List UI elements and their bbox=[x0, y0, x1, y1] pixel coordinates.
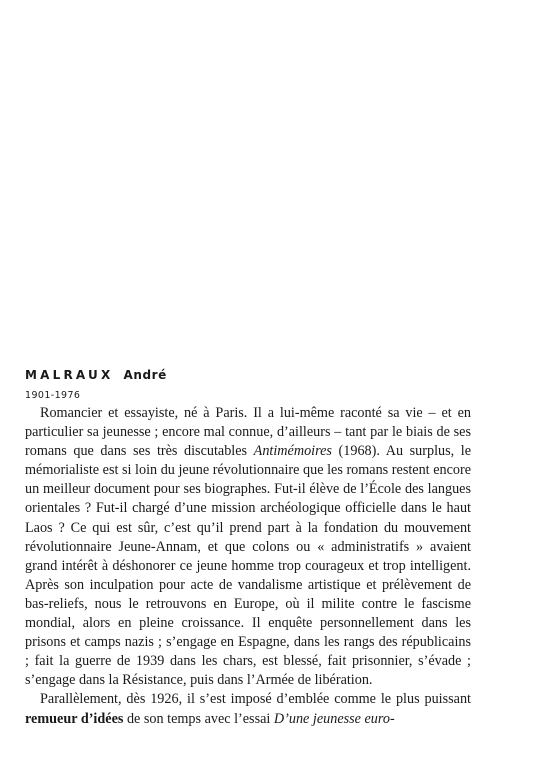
paragraph-2 bbox=[25, 690, 471, 728]
entry-firstname: André bbox=[123, 368, 167, 382]
paragraph-2-segment-3: de son temps avec l’essai bbox=[123, 710, 274, 727]
entry-body bbox=[25, 404, 471, 729]
paragraph-1-segment-1: Romancier et essayiste, né à Paris. Il a lui-même raconté sa vie – et en particulier sa jeunesse ; encore mal connue, d’ailleurs – tant par le biais de ses romans que dans ses très discutables bbox=[25, 405, 471, 460]
entry-surname: MALRAUX bbox=[25, 368, 114, 382]
paragraph-2-segment-1: Parallèlement, dès 1926, il s’est imposé d’emblée comme le plus puissant bbox=[40, 691, 471, 708]
jeunesse-europeenne-title: D’une jeunesse euro- bbox=[273, 710, 395, 727]
entry-heading bbox=[25, 366, 471, 384]
antimemoires-title: Antimémoires bbox=[253, 443, 332, 460]
remueur-d-idees-term: remueur d’idées bbox=[25, 710, 124, 727]
encyclopedia-entry bbox=[25, 366, 471, 729]
paragraph-1-segment-3: (1968). Au surplus, le mémorialiste est si loin du jeune révolutionnaire que les romans restent encore un meilleur document pour ses biographes. Fut-il élève de l’École des langues orientales ? Fut-il chargé d’une mission archéologique officielle dans le haut Laos ? Ce qui est sûr, c’est qu’il prend part à la fondation du mouvement révolutionnaire Jeune-Annam, et que colons ou « administratifs » avaient grand intérêt à déshonorer ce jeune homme trop courageux et trop intelligent. Après son inculpation pour acte de vandalisme artistique et prélèvement de bas-reliefs, nous le retrouvons en Europe, où il milite contre le fascisme mondial, alors en pleine croissance. Il enquête personnellement dans les prisons et camps nazis ; s’engage en Espagne, dans les rangs des républicains ; fait la guerre de 1939 dans les chars, est blessé, fait prisonnier, s’évade ; s’engage dans la Résistance, puis dans l’Armée de libération. bbox=[25, 443, 471, 689]
entry-dates: 1901-1976 bbox=[25, 390, 81, 401]
paragraph-1 bbox=[25, 404, 471, 690]
